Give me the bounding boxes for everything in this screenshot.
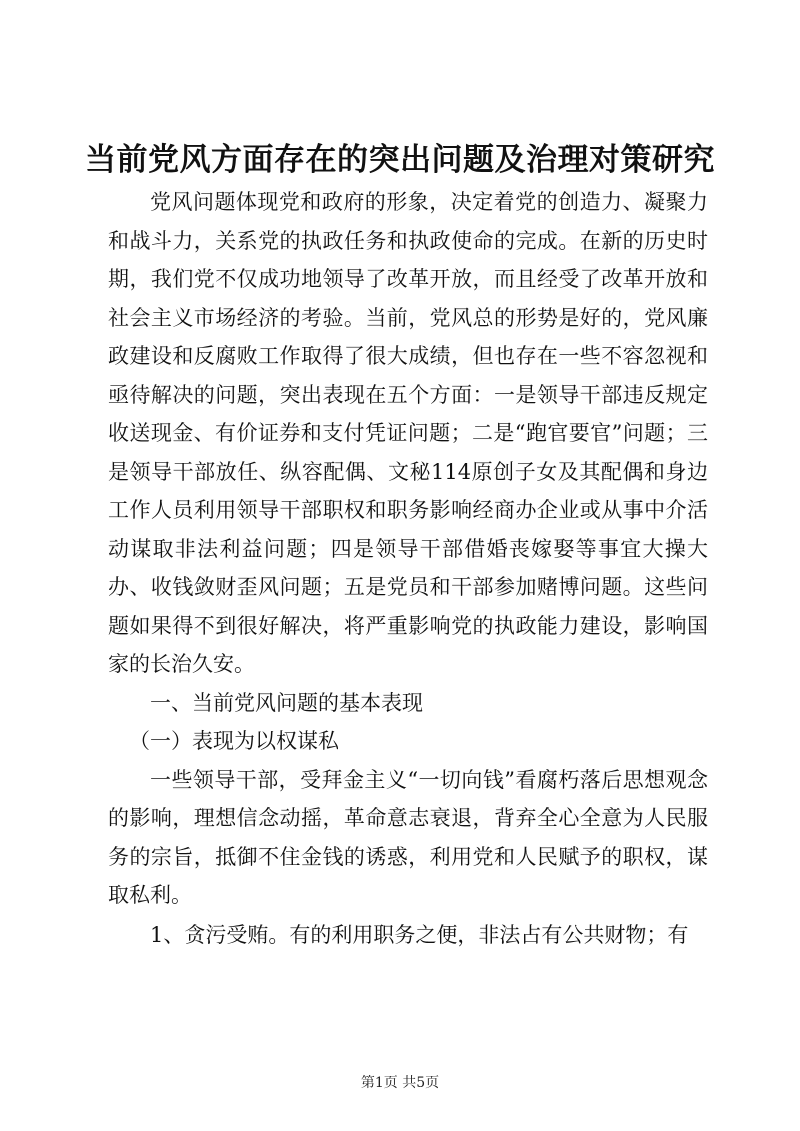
list-item-paragraph: 1、贪污受贿。有的利用职务之便，非法占有公共财物；有 <box>150 922 689 947</box>
subsection-heading: （一）表现为以权谋私 <box>129 729 339 753</box>
document-title: 当前党风方面存在的突出问题及治理对策研究 <box>85 142 715 178</box>
body-paragraph: 一些领导干部，受拜金主义“一切向钱”看腐朽落后思想观念的影响，理想信念动摇，革命意志衰退，背弃全心全意为人民服务的宗旨，抵御不住金钱的诱惑，利用党和人民赋予的职权，谋取私利。 <box>108 767 708 907</box>
intro-paragraph: 党风问题体现党和政府的形象，决定着党的创造力、凝聚力和战斗力，关系党的执政任务和执政使命的完成。在新的历史时期，我们党不仅成功地领导了改革开放，而且经受了改革开放和社会主义市场经济的考验。当前，党风总的形势是好的，党风廉政建设和反腐败工作取得了很大成绩，但也存在一些不容忽视和亟待解决的问题，突出表现在五个方面：一是领导干部违反规定收送现金、有价证券和支付凭证问题；二是“跑官要官”问题；三是领导干部放任、纵容配偶、文秘114原创子女及其配偶和身边工作人员利用领导干部职权和职务影响经商办企业或从事中介活动谋取非法利益问题；四是领导干部借婚丧嫁娶等事宜大操大办、收钱敛财歪风问题；五是党员和干部参加赌博问题。这些问题如果得不到很好解决，将严重影响党的执政能力建设，影响国家的长治久安。 <box>108 190 708 676</box>
section-heading: 一、当前党风问题的基本表现 <box>150 690 423 715</box>
document-body <box>108 183 708 954</box>
page-footer: 第1页 共5页 <box>360 1075 440 1091</box>
